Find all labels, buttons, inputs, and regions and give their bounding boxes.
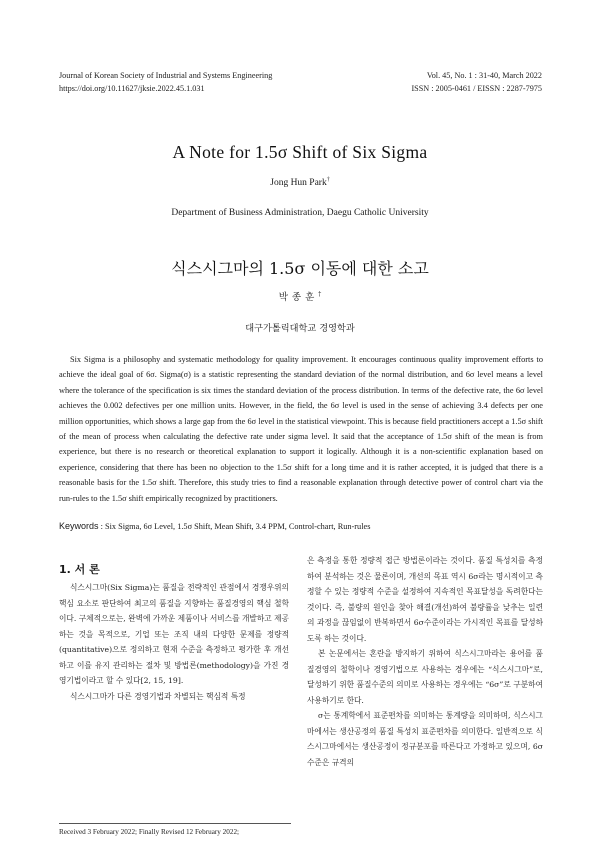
journal-header-right	[411, 69, 542, 95]
keywords-label: Keywords	[59, 521, 99, 531]
korean-author-mark: †	[318, 290, 322, 298]
paragraph: σ는 통계학에서 표준편차를 의미하는 통계량을 의미하며, 식스시그마에서는 생산공정의 품질 특성치 표준편차를 의미한다. 일반적으로 식스시그마에서는 생산공정이 정규분포를 따른다고 가정하고 있으며, 6σ수준은 규격의	[307, 711, 543, 767]
keywords-line	[59, 521, 543, 531]
volume-info: Vol. 45, No. 1 : 31-40, March 2022	[426, 71, 542, 80]
author-name: Jong Hun Park	[270, 178, 327, 189]
paragraph: 식스시그마가 다른 경영기법과 차별되는 핵심적 특정	[70, 691, 246, 701]
author-mark: †	[326, 177, 330, 183]
paragraph: 은 측정을 통한 정량적 접근 방법론이라는 것이다. 품질 특성치를 측정하여 분석하는 것은 물론이며, 개선의 목표 역시 6σ라는 명시적이고 측정할 수 있는 정량적 수준을 설정하여 지속적인 목표달성을 독려한다는 것이다. 즉, 불량의 원인을 찾아 해결(개선)하여 불량률을 낮추는 일련의 과정을 끊임없이 반복하면서 6σ수준이라는 가시적인 목표를 달성하도록 하는 것이다.	[307, 556, 543, 643]
journal-header-left	[59, 69, 272, 95]
right-column	[307, 553, 543, 770]
keywords-list: : Six Sigma, 6σ Level, 1.5σ Shift, Mean Shift, 3.4 PPM, Control-chart, Run-rules	[100, 522, 371, 531]
received-date: Received 3 February 2022; Finally Revised 12 February 2022;	[59, 828, 240, 836]
journal-name: Journal of Korean Society of Industrial and Systems Engineering	[59, 71, 273, 80]
korean-title: 식스시그마의 1.5σ 이동에 대한 소고	[171, 259, 429, 278]
paragraph: 식스시그마(Six Sigma)는 품질을 전략적인 관점에서 경쟁우위의 핵심 요소로 판단하여 최고의 품질을 지향하는 품질경영의 핵심 철학이다. 구체적으로는, 완벽에 가까운 제품이나 서비스를 개발하고 제공하는 것을 목적으로, 기업 또는 조직 내의 다양한 문제를 정량적(quantitative)으로 정의하고 현재 수준을 측정하고 평가한 후 개선하고 이를 유지 관리하는 절차 및 방법론(methodology)을 가진 경영기법이라고 할 수 있다[2, 15, 19].	[59, 583, 289, 685]
paper-title: A Note for 1.5σ Shift of Six Sigma	[172, 142, 428, 162]
left-column	[59, 580, 289, 704]
abstract: Six Sigma is a philosophy and systematic methodology for quality improvement. It encourages continuous quality improvement efforts to achieve the ideal goal of 6σ. Sigma(σ) is a statistic representing the standard deviation of the normal distribution, and 6σ level means a level where the tolerance of the specification is six times the standard deviation of the process distribution. In terms of the defective rate, the 6σ level achieves the 0.002 defectives per one million units. However, in the field, the 6σ level is used in the sense of achieving 3.4 defects per one million opportunities, which shows a large gap from the 6σ level in the statistical viewpoint. This is because field practitioners accept a 1.5σ shift of the mean of process when calculating the defective rate under sigma level. It said that the acceptance of 1.5σ shift of the mean is from experience, but there is no research or theoretical explanation to support it logically. Although it is a non-scientific explanation based on experience, considering that there has been no objection to the 1.5σ shift for a long time and it is rather accepted, it is judged that there is a reasonable basis for the 1.5σ shift. Therefore, this study tries to find a reasonable explanation through detective power of control chart via the run-rules to the 1.5σ shift empirically recognized by practitioners.	[59, 355, 543, 503]
issn-info: ISSN : 2005-0461 / EISSN : 2287-7975	[411, 84, 542, 93]
korean-author-line	[0, 289, 600, 303]
affiliation: Department of Business Administration, Daegu Catholic University	[171, 208, 429, 218]
section-title-introduction: 1. 서 론	[59, 563, 100, 576]
author-line	[0, 177, 600, 188]
paragraph: 본 논문에서는 혼란을 방지하기 위하여 식스시그마라는 용어를 품질경영의 철학이나 경영기법으로 사용하는 경우에는 “식스시그마”로, 달성하기 위한 품질수준의 의미로 사용하는 경우에는 “6σ”로 구분하여 사용하기로 한다.	[307, 649, 543, 705]
footnote-dates	[59, 827, 291, 838]
korean-affiliation: 대구가톨릭대학교 경영학과	[245, 323, 355, 334]
korean-author-name: 박종훈	[278, 292, 319, 303]
footnote-divider	[59, 823, 291, 824]
doi-link[interactable]: https://doi.org/10.11627/jksie.2022.45.1.031	[59, 84, 205, 93]
